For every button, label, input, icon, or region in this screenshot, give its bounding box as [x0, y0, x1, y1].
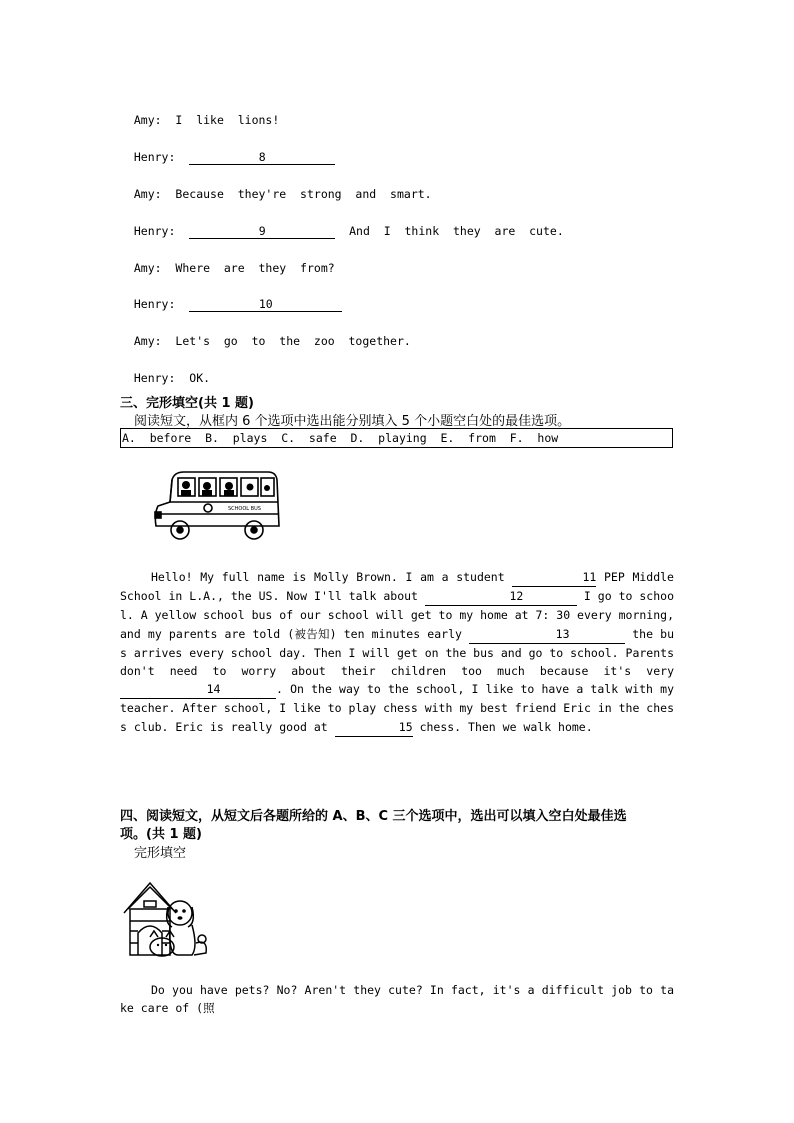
- dialogue-line-1: [120, 99, 279, 127]
- answer-blank-10[interactable]: 10: [189, 297, 342, 312]
- passage-text: . On the way to the school, I like to have a talk with my teacher. After school, I like to play chess with my best friend Eric in the chess club. Eric is really good at: [120, 682, 674, 734]
- passage-text: I go to school. A yellow school bus of our school will get to my home at 7: 30 every morning, and my parents are told (被告知) ten minutes early: [120, 589, 674, 641]
- dialogue-text: Let's go to the zoo together.: [175, 334, 411, 348]
- answer-blank-13[interactable]: 13: [469, 625, 625, 644]
- answer-blank-9[interactable]: 9: [189, 224, 335, 239]
- answer-blank-14[interactable]: 14: [120, 680, 276, 699]
- passage-text: chess. Then we walk home.: [412, 719, 593, 734]
- section-4-heading-line-2: 项。(共 1 题): [120, 827, 202, 842]
- dialogue-text: And I think they are cute.: [349, 224, 564, 238]
- section-3-heading: 三、完形填空(共 1 题): [120, 396, 254, 411]
- dialogue-line-6: [120, 283, 342, 312]
- speaker: Amy:: [133, 261, 162, 275]
- passage-text: Hello! My full name is Molly Brown. I am a student: [151, 570, 513, 584]
- speaker: Amy:: [133, 334, 162, 348]
- passage-pets: Do you have pets? No? Aren't they cute? In fact, it's a difficult job to take care of (照: [120, 983, 674, 1016]
- section-3-instruction: 阅读短文，从框内 6 个选项中选出能分别填入 5 个小题空白处的最佳选项。: [134, 414, 571, 429]
- answer-blank-8[interactable]: 8: [189, 150, 335, 165]
- options-box: A. before B. plays C. safe D. playing E. from F. how: [120, 428, 673, 448]
- speaker: Henry:: [133, 371, 176, 385]
- answer-blank-12[interactable]: 12: [425, 587, 577, 606]
- dialogue-line-5: [120, 247, 335, 275]
- answer-blank-15[interactable]: 15: [335, 718, 413, 737]
- section-4-subheading: 完形填空: [134, 846, 187, 861]
- speaker: Amy:: [133, 113, 162, 127]
- speaker: Amy:: [133, 187, 162, 201]
- dialogue-text: Where are they from?: [175, 261, 335, 275]
- dialogue-line-7: [120, 320, 411, 348]
- school-bus-illustration-icon: [150, 466, 286, 546]
- speaker: Henry:: [133, 224, 176, 238]
- dialogue-line-2: [120, 136, 335, 165]
- answer-blank-11[interactable]: 11: [512, 568, 596, 587]
- speaker: Henry:: [133, 297, 176, 311]
- dialogue-text: I like lions!: [175, 113, 280, 127]
- dialogue-line-8: [120, 357, 210, 385]
- section-4-heading-line-1: 四、阅读短文，从短文后各题所给的 A、B、C 三个选项中，选出可以填入空白处最佳选: [120, 809, 627, 824]
- dialogue-line-3: [120, 173, 432, 201]
- passage-text: PEP Middle School in L.A., the US. Now I'll talk about: [120, 570, 674, 604]
- passage-text: the bus arrives every school day. Then I will get on the bus and go to school. Parents don't need to worry about their children too much because it's very: [120, 626, 675, 679]
- svg-text:SCHOOL BUS: SCHOOL BUS: [228, 506, 261, 512]
- dialogue-text: OK.: [189, 371, 211, 385]
- dog-and-cat-doghouse-illustration-icon: [122, 877, 214, 959]
- dialogue-line-4: [120, 210, 564, 239]
- passage-school-bus: [120, 568, 674, 737]
- dialogue-text: Because they're strong and smart.: [175, 187, 432, 201]
- speaker: Henry:: [133, 150, 176, 164]
